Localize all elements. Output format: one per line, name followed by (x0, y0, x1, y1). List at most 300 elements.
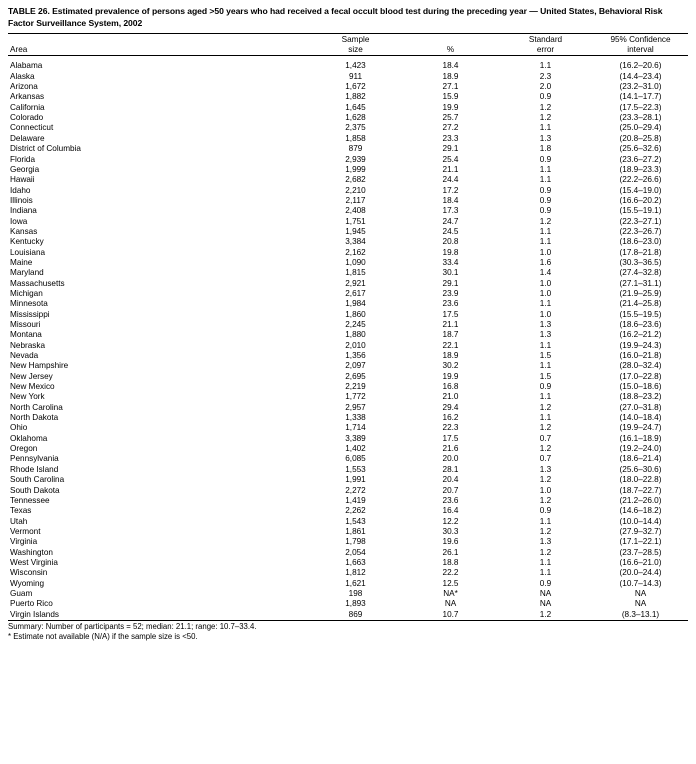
cell-percent: 18.9 (442, 351, 459, 361)
cell-confidence-interval: (10.7–14.3) (619, 578, 662, 588)
cell-area: Hawaii (10, 175, 35, 185)
table-row (8, 92, 688, 102)
table-row (8, 175, 688, 185)
table-row (8, 155, 688, 165)
cell-sample-size: 1,991 (345, 475, 366, 485)
cell-sample-size: 2,682 (345, 175, 366, 185)
cell-percent: 19.9 (442, 371, 459, 381)
table-row (8, 403, 688, 413)
cell-area: Washington (10, 547, 53, 557)
cell-percent: 26.1 (442, 547, 459, 557)
table-row (8, 558, 688, 568)
cell-percent: 29.1 (442, 144, 459, 154)
cell-percent: 25.7 (442, 113, 459, 123)
cell-percent: 25.4 (442, 154, 459, 164)
cell-percent: 18.9 (442, 71, 459, 81)
cell-standard-error: 1.2 (539, 113, 552, 123)
table-row (8, 206, 688, 216)
cell-standard-error: 0.9 (539, 206, 552, 216)
table-row (8, 113, 688, 123)
table-row (8, 310, 688, 320)
cell-area: Kentucky (10, 237, 44, 247)
table-row (8, 299, 688, 309)
table-row (8, 134, 688, 144)
cell-confidence-interval: (18.8–23.2) (619, 392, 662, 402)
table-row (8, 506, 688, 516)
cell-confidence-interval: (16.6–21.0) (619, 557, 662, 567)
cell-percent: 23.9 (442, 288, 459, 298)
cell-standard-error: 1.6 (539, 257, 552, 267)
header-sample-top: Sample (341, 35, 370, 44)
cell-confidence-interval: (15.0–18.6) (619, 382, 662, 392)
cell-confidence-interval: (14.1–17.7) (619, 92, 662, 102)
cell-area: Michigan (10, 288, 43, 298)
cell-area: Minnesota (10, 299, 48, 309)
cell-standard-error: 1.1 (539, 164, 552, 174)
cell-standard-error: 0.9 (539, 154, 552, 164)
cell-area: Nevada (10, 351, 39, 361)
cell-confidence-interval: (14.4–23.4) (619, 71, 662, 81)
cell-confidence-interval: (15.5–19.5) (619, 309, 662, 319)
cell-area: Virginia (10, 537, 38, 547)
cell-percent: 24.7 (442, 216, 459, 226)
table-row (8, 103, 688, 113)
cell-area: Arizona (10, 82, 38, 92)
table-row (8, 227, 688, 237)
cell-standard-error: 1.0 (539, 309, 552, 319)
cell-confidence-interval: NA (634, 588, 647, 598)
cell-confidence-interval: NA (634, 599, 647, 609)
cell-sample-size: 2,054 (345, 547, 366, 557)
cell-standard-error: 0.9 (539, 195, 552, 205)
cell-confidence-interval: (18.6–21.4) (619, 454, 662, 464)
table-row (8, 248, 688, 258)
cell-sample-size: 2,097 (345, 361, 366, 371)
table-row (8, 444, 688, 454)
cell-standard-error: 1.1 (539, 557, 552, 567)
cell-percent: 21.0 (442, 392, 459, 402)
cell-area: Arkansas (10, 92, 45, 102)
cell-sample-size: 2,957 (345, 402, 366, 412)
cell-sample-size: 1,356 (345, 351, 366, 361)
cell-sample-size: 1,812 (345, 568, 366, 578)
cell-percent: 28.1 (442, 464, 459, 474)
cell-confidence-interval: (27.1–31.1) (619, 278, 662, 288)
cell-standard-error: 1.2 (539, 402, 552, 412)
cell-standard-error: 1.0 (539, 247, 552, 257)
cell-percent: 20.8 (442, 237, 459, 247)
cell-sample-size: 2,617 (345, 288, 366, 298)
cell-sample-size: 1,628 (345, 113, 366, 123)
cell-percent: 30.3 (442, 526, 459, 536)
cell-percent: 17.2 (442, 185, 459, 195)
cell-sample-size: 1,861 (345, 526, 366, 536)
table-row (8, 361, 688, 371)
cell-sample-size: 2,921 (345, 278, 366, 288)
header-percent-spacer (403, 34, 498, 45)
cell-percent: NA (444, 599, 457, 609)
cell-standard-error: 1.1 (539, 299, 552, 309)
cell-standard-error: 1.1 (539, 361, 552, 371)
table-row (8, 568, 688, 578)
cell-percent: 18.4 (442, 61, 459, 71)
cell-standard-error: 1.1 (539, 123, 552, 133)
cell-standard-error: 1.5 (539, 371, 552, 381)
cell-confidence-interval: (22.2–26.6) (619, 175, 662, 185)
cell-sample-size: 2,939 (345, 154, 366, 164)
cell-sample-size: 1,858 (345, 133, 366, 143)
table-row (8, 372, 688, 382)
cell-percent: 12.2 (442, 516, 459, 526)
cell-percent: 17.3 (442, 206, 459, 216)
cell-standard-error: 1.8 (539, 144, 552, 154)
cell-area: New York (10, 392, 45, 402)
cell-percent: 23.6 (442, 299, 459, 309)
cell-sample-size: 2,162 (345, 247, 366, 257)
table-row (8, 496, 688, 506)
cell-area: South Carolina (10, 475, 65, 485)
cell-area: New Jersey (10, 371, 53, 381)
cell-sample-size: 1,772 (345, 392, 366, 402)
cell-sample-size: 1,815 (345, 268, 366, 278)
cell-area: Florida (10, 154, 36, 164)
header-ci-top: 95% Confidence (610, 35, 671, 44)
cell-percent: 18.4 (442, 195, 459, 205)
cell-area: New Mexico (10, 382, 55, 392)
cell-confidence-interval: (27.0–31.8) (619, 402, 662, 412)
cell-standard-error: 1.2 (539, 547, 552, 557)
cell-percent: 16.8 (442, 382, 459, 392)
cell-percent: 21.1 (442, 320, 459, 329)
cell-percent: 17.5 (442, 309, 459, 319)
header-se-top: Standard (528, 35, 563, 44)
table-row (8, 351, 688, 361)
cell-area: North Dakota (10, 413, 59, 423)
cell-area: Kansas (10, 226, 38, 236)
cell-percent: 19.9 (442, 102, 459, 112)
table-row (8, 217, 688, 227)
cell-sample-size: 6,085 (345, 454, 366, 464)
cell-area: South Dakota (10, 485, 60, 495)
cell-area: California (10, 102, 45, 112)
cell-area: Virgin Islands (10, 609, 60, 619)
cell-area: Montana (10, 330, 42, 340)
table-row (8, 454, 688, 464)
cell-standard-error: 1.0 (539, 288, 552, 298)
cell-confidence-interval: (18.7–22.7) (619, 485, 662, 495)
cell-sample-size: 2,245 (345, 320, 366, 329)
cell-sample-size: 2,219 (345, 382, 366, 392)
cell-sample-size: 1,543 (345, 516, 366, 526)
cell-sample-size: 3,389 (345, 433, 366, 443)
cell-standard-error: 1.2 (539, 444, 552, 454)
cell-confidence-interval: (16.2–21.2) (619, 330, 662, 340)
cell-area: New Hampshire (10, 361, 69, 371)
cell-sample-size: 1,860 (345, 309, 366, 319)
cell-confidence-interval: (21.9–25.9) (619, 288, 662, 298)
cell-sample-size: 911 (348, 71, 363, 81)
cell-area: Illinois (10, 195, 33, 205)
cell-percent: 29.4 (442, 402, 459, 412)
cell-standard-error: 1.1 (539, 175, 552, 185)
cell-confidence-interval: (19.9–24.7) (619, 423, 662, 433)
cell-sample-size: 2,375 (345, 123, 366, 133)
cell-percent: 23.6 (442, 495, 459, 505)
cell-percent: 12.5 (442, 578, 459, 588)
prevalence-table (8, 34, 688, 620)
cell-area: Mississippi (10, 309, 50, 319)
cell-area: District of Columbia (10, 144, 81, 154)
cell-area: Connecticut (10, 123, 54, 133)
cell-confidence-interval: (25.6–30.6) (619, 464, 662, 474)
cell-standard-error: 1.1 (539, 61, 552, 71)
header-se-bottom: error (536, 45, 555, 55)
cell-confidence-interval: (27.9–32.7) (619, 526, 662, 536)
cell-area: Louisiana (10, 247, 46, 257)
cell-area: Guam (10, 588, 33, 598)
cell-percent: 23.3 (442, 133, 459, 143)
cell-standard-error: 1.2 (539, 475, 552, 485)
cell-sample-size: 1,880 (345, 330, 366, 340)
cell-standard-error: 0.9 (539, 92, 552, 102)
table-row (8, 186, 688, 196)
cell-standard-error: 1.3 (539, 330, 552, 340)
table-row (8, 330, 688, 340)
table-row (8, 268, 688, 278)
table-row (8, 475, 688, 485)
table-row (8, 548, 688, 558)
table-row (8, 258, 688, 268)
cell-percent: 21.6 (442, 444, 459, 454)
cell-area: Texas (10, 506, 32, 516)
table-row (8, 382, 688, 392)
table-footnotes (8, 622, 688, 642)
cell-confidence-interval: (28.0–32.4) (619, 361, 662, 371)
cell-confidence-interval: (17.0–22.8) (619, 371, 662, 381)
cell-confidence-interval: (25.0–29.4) (619, 123, 662, 133)
header-percent: % (446, 45, 455, 55)
cell-sample-size: 1,672 (345, 82, 366, 92)
table-row (8, 320, 688, 330)
table-row (8, 486, 688, 496)
cell-percent: NA* (443, 588, 458, 598)
cell-confidence-interval: (20.8–25.8) (619, 133, 662, 143)
cell-area: Rhode Island (10, 464, 59, 474)
cell-confidence-interval: (23.7–28.5) (619, 547, 662, 557)
table-row (8, 610, 688, 620)
cell-standard-error: 1.3 (539, 320, 552, 329)
cell-standard-error: 1.1 (539, 226, 552, 236)
cell-sample-size: 1,945 (345, 226, 366, 236)
cell-area: Tennessee (10, 495, 50, 505)
header-area-spacer (8, 34, 308, 45)
cell-percent: 22.1 (442, 340, 459, 350)
table-row (8, 599, 688, 609)
cell-confidence-interval: (8.3–13.1) (621, 609, 660, 619)
cell-standard-error: 1.1 (539, 237, 552, 247)
cell-standard-error: 1.2 (539, 423, 552, 433)
cell-sample-size: 1,621 (345, 578, 366, 588)
cell-sample-size: 1,090 (345, 257, 366, 267)
table-row (8, 434, 688, 444)
cell-confidence-interval: (18.0–22.8) (619, 475, 662, 485)
cell-area: Nebraska (10, 340, 46, 350)
table-row (8, 527, 688, 537)
cell-standard-error: 1.3 (539, 133, 552, 143)
cell-standard-error: 0.9 (539, 506, 552, 516)
table-row (8, 289, 688, 299)
cell-sample-size: 1,553 (345, 464, 366, 474)
cell-standard-error: 1.0 (539, 485, 552, 495)
cell-percent: 33.4 (442, 257, 459, 267)
cell-standard-error: 1.4 (539, 268, 552, 278)
cell-standard-error: 1.1 (539, 392, 552, 402)
cell-confidence-interval: (14.6–18.2) (619, 506, 662, 516)
cell-percent: 20.7 (442, 485, 459, 495)
cell-sample-size: 1,751 (345, 216, 366, 226)
cell-area: Pennsylvania (10, 454, 59, 464)
cell-percent: 27.2 (442, 123, 459, 133)
cell-sample-size: 1,893 (345, 599, 366, 609)
cell-area: Wyoming (10, 578, 45, 588)
cell-standard-error: 0.7 (539, 433, 552, 443)
cell-percent: 17.5 (442, 433, 459, 443)
cell-percent: 21.1 (442, 164, 459, 174)
cell-sample-size: 1,999 (345, 164, 366, 174)
cell-standard-error: 1.3 (539, 464, 552, 474)
cell-percent: 29.1 (442, 278, 459, 288)
cell-percent: 22.3 (442, 423, 459, 433)
cell-area: Alabama (10, 61, 43, 71)
cell-area: Iowa (10, 216, 28, 226)
cell-percent: 20.0 (442, 454, 459, 464)
table-row (8, 413, 688, 423)
cell-sample-size: 1,714 (345, 423, 366, 433)
table-row (8, 392, 688, 402)
cell-confidence-interval: (19.9–24.3) (619, 340, 662, 350)
cell-confidence-interval: (15.4–19.0) (619, 185, 662, 195)
cell-area: Ohio (10, 423, 28, 433)
cell-standard-error: 1.2 (539, 609, 552, 619)
header-sample-bottom: size (348, 45, 363, 55)
cell-area: Georgia (10, 164, 40, 174)
cell-confidence-interval: (14.0–18.4) (619, 413, 662, 423)
cell-confidence-interval: (10.0–14.4) (619, 516, 662, 526)
cell-sample-size: 1,663 (345, 557, 366, 567)
cell-standard-error: 1.3 (539, 537, 552, 547)
cell-sample-size: 1,798 (345, 537, 366, 547)
cell-standard-error: 1.2 (539, 526, 552, 536)
cell-sample-size: 2,272 (345, 485, 366, 495)
table-row (8, 537, 688, 547)
cell-confidence-interval: (16.6–20.2) (619, 195, 662, 205)
cell-confidence-interval: (17.8–21.8) (619, 247, 662, 257)
cell-confidence-interval: (23.2–31.0) (619, 82, 662, 92)
cell-sample-size: 2,210 (345, 185, 366, 195)
cell-area: Vermont (10, 526, 41, 536)
cell-standard-error: 0.7 (539, 454, 552, 464)
cell-sample-size: 2,262 (345, 506, 366, 516)
cell-percent: 20.4 (442, 475, 459, 485)
cell-confidence-interval: (17.5–22.3) (619, 102, 662, 112)
cell-standard-error: 1.1 (539, 516, 552, 526)
cell-sample-size: 1,882 (345, 92, 366, 102)
cell-confidence-interval: (23.6–27.2) (619, 154, 662, 164)
cell-sample-size: 869 (348, 609, 363, 619)
cell-sample-size: 2,695 (345, 371, 366, 381)
table-row (8, 61, 688, 71)
header-row-bottom (8, 45, 688, 55)
cell-confidence-interval: (16.2–20.6) (619, 61, 662, 71)
cell-confidence-interval: (18.6–23.6) (619, 320, 662, 329)
cell-sample-size: 1,645 (345, 102, 366, 112)
cell-area: Idaho (10, 185, 31, 195)
cell-area: Utah (10, 516, 28, 526)
table-row (8, 82, 688, 92)
summary-note: Summary: Number of participants = 52; median: 21.1; range: 10.7–33.4. (8, 621, 257, 631)
cell-confidence-interval: (27.4–32.8) (619, 268, 662, 278)
cell-percent: 27.1 (442, 82, 459, 92)
header-ci-bottom: interval (627, 45, 654, 55)
cell-percent: 16.2 (442, 413, 459, 423)
cell-confidence-interval: (21.2–26.0) (619, 495, 662, 505)
cell-area: Oklahoma (10, 433, 48, 443)
cell-standard-error: 0.9 (539, 382, 552, 392)
cell-confidence-interval: (22.3–26.7) (619, 226, 662, 236)
cell-percent: 22.2 (442, 568, 459, 578)
cell-percent: 18.7 (442, 330, 459, 340)
cell-sample-size: 198 (348, 588, 363, 598)
cell-confidence-interval: (30.3–36.5) (619, 257, 662, 267)
cell-area: North Carolina (10, 402, 63, 412)
table-row (8, 165, 688, 175)
cell-confidence-interval: (17.1–22.1) (619, 537, 662, 547)
cell-confidence-interval: (18.6–23.0) (619, 237, 662, 247)
table-row (8, 423, 688, 433)
cell-area: Delaware (10, 133, 45, 143)
cell-confidence-interval: (18.9–23.3) (619, 164, 662, 174)
cell-standard-error: NA (539, 588, 552, 598)
cell-area: Wisconsin (10, 568, 48, 578)
cell-percent: 10.7 (442, 609, 459, 619)
table-row (8, 237, 688, 247)
table-body (8, 61, 688, 620)
cell-confidence-interval: (25.6–32.6) (619, 144, 662, 154)
cell-standard-error: 1.2 (539, 216, 552, 226)
cell-standard-error: 1.5 (539, 351, 552, 361)
cell-area: West Virginia (10, 557, 58, 567)
cell-sample-size: 1,338 (345, 413, 366, 423)
header-area: Area (10, 45, 28, 55)
cell-sample-size: 879 (348, 144, 363, 154)
table-row (8, 579, 688, 589)
cell-area: Oregon (10, 444, 38, 454)
cell-confidence-interval: (22.3–27.1) (619, 216, 662, 226)
cell-sample-size: 2,010 (345, 340, 366, 350)
cell-percent: 30.1 (442, 268, 459, 278)
cell-standard-error: 2.3 (539, 71, 552, 81)
cell-area: Alaska (10, 71, 35, 81)
cell-sample-size: 1,402 (345, 444, 366, 454)
table-row (8, 465, 688, 475)
cell-sample-size: 3,384 (345, 237, 366, 247)
cell-area: Colorado (10, 113, 44, 123)
cell-standard-error: 1.2 (539, 495, 552, 505)
cell-sample-size: 1,984 (345, 299, 366, 309)
cell-standard-error: 2.0 (539, 82, 552, 92)
cell-sample-size: 2,408 (345, 206, 366, 216)
cell-standard-error: 1.1 (539, 413, 552, 423)
